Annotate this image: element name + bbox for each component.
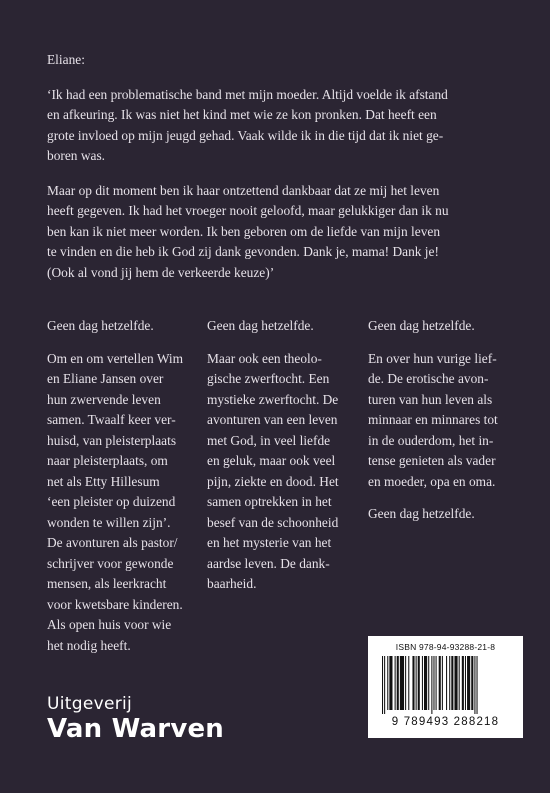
column-paragraph [207,349,357,595]
column-paragraph [47,349,197,657]
text-line: Maar ook een theolo- [207,350,322,366]
text-line: pijn, ziekte en dood. Het [207,473,339,489]
text-line: ben kan ik niet meer worden. Ik ben geboren om de liefde van mijn leven [47,223,441,239]
text-line: schrijver voor gewonde [47,555,174,571]
barcode-bar [431,656,432,714]
intro-paragraph-1 [47,85,517,167]
barcode-bar [454,656,457,710]
barcode-bar [405,656,406,710]
text-line: grote invloed op mijn jeugd gehad. Vaak wilde ik in die tijd dat ik niet ge- [47,127,444,143]
text-line: en Eliane Jansen over [47,371,164,386]
barcode-bar [408,656,409,710]
barcode-bar [449,656,450,710]
text-line: ‘Ik had een problematische band met mijn moeder. Altijd voelde ik afstand [47,86,448,102]
text-column-2 [207,316,357,607]
text-line: minnaar en minnares tot [368,412,498,427]
text-line: boren was. [47,148,106,163]
column-heading: Geen dag hetzelfde. [207,318,314,333]
barcode-bar [416,656,417,710]
text-line: (Ook al vond jij hem de verkeerde keuze)’ [47,264,275,280]
text-line: Maar op dit moment ben ik haar ontzettend dankbaar dat ze mij het leven [47,182,440,198]
text-line: En over hun vurige lief- [368,350,497,366]
barcode-bars [382,656,509,714]
barcode-bar [471,656,473,710]
text-line: Als open huis voor wie [47,617,172,632]
intro-paragraph-2 [47,181,517,284]
speaker-label: Eliane: [47,52,85,67]
isbn-barcode [368,636,523,738]
barcode-digits: 9 789493 288218 [391,716,500,728]
barcode-bar [424,656,427,710]
text-line: en afkeuring. Ik was niet het kind met wie ze kon pronken. Dat heeft een [47,107,437,122]
barcode-bar [459,656,460,710]
text-line: net als Etty Hillesum [47,473,160,489]
barcode-bar [474,656,475,714]
text-line: in de ouderdom, het in- [368,432,494,448]
text-line: de. De erotische avon- [368,371,489,386]
text-line: en geluk, maar ook veel [207,453,336,468]
text-line: het nodig heeft. [47,637,131,653]
barcode-bar [465,656,466,710]
text-line: heeft gegeven. Ik had het vroeger nooit geloofd, maar gelukkiger dan ik nu [47,203,449,218]
barcode-bar [400,656,404,710]
text-line: aardse leven. De dank- [207,555,330,571]
text-line: turen van hun leven als [368,391,493,407]
barcode-bar [451,656,453,710]
barcode-bar [477,656,478,714]
barcode-bar [382,656,383,714]
barcode-bar [436,656,437,710]
barcode-bar [428,656,429,710]
barcode-bar [387,656,388,710]
column-heading: Geen dag hetzelfde. [368,318,475,333]
barcode-bar [384,656,385,714]
text-line: met God, in veel liefde [207,432,331,448]
publisher-logo [47,694,224,744]
barcode-bar [442,656,443,710]
text-line: De avonturen als pastor/ [47,535,178,550]
barcode-bar [467,656,470,710]
text-line: mensen, als leerkracht [47,576,167,591]
barcode-bar [462,656,464,710]
text-line: samen. Twaalf keer ver- [47,412,176,427]
text-line: voor kwetsbare kinderen. [47,596,183,612]
text-line: avonturen van een leven [207,412,338,427]
column-heading: Geen dag hetzelfde. [47,318,154,333]
text-line: Geen dag hetzelfde. [368,506,475,521]
isbn-label: ISBN 978-94-93288-21-8 [395,642,496,652]
publisher-label: Uitgeverij [47,694,133,714]
text-line: huisd, van pleisterplaats [47,432,177,448]
barcode-bar [395,656,396,710]
text-line: tense genieten als vader [368,453,496,468]
text-line: besef van de schoonheid [207,514,339,530]
barcode-bar [412,656,414,710]
text-line: baarheid. [207,576,257,591]
barcode-bar [418,656,420,710]
text-line: naar pleisterplaats, om [47,453,168,468]
text-line: hun zwervende leven [47,391,161,407]
text-line: en moeder, opa en oma. [368,473,496,489]
text-line: ‘een pleister op duizend [47,494,176,509]
barcode-bar [439,656,441,710]
column-paragraph [368,504,518,525]
intro-text [47,50,517,297]
text-line: Om en om vertellen Wim [47,350,184,366]
barcode-bar [422,656,423,710]
text-column-1 [47,316,197,668]
column-paragraph [368,349,518,493]
publisher-name: Van Warven [47,714,225,744]
text-line: en het mysterie van het [207,535,332,550]
text-line: wonden te willen zijn’. [47,514,171,530]
barcode-bar [397,656,399,710]
text-line: mystieke zwerftocht. De [207,391,339,407]
barcode-bar [446,656,447,710]
barcode-bar [389,656,392,710]
barcode-bar [433,656,434,710]
text-line: gische zwerftocht. Een [207,371,330,386]
text-column-3 [368,316,518,537]
text-line: te vinden en die heb ik God zij dank gevonden. Dank je, mama! Dank je! [47,244,439,259]
text-line: samen optrekken in het [207,494,332,509]
